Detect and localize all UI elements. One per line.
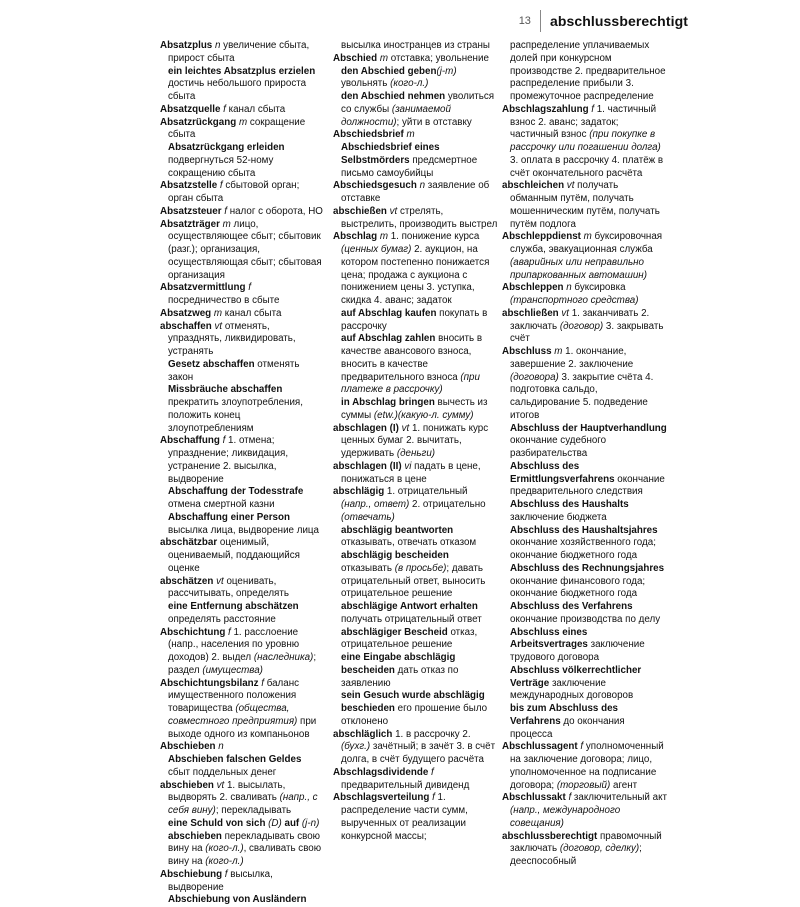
headword: Abschluss des Rechnungsjahres bbox=[510, 562, 665, 574]
dictionary-entry bbox=[502, 231, 667, 282]
grammar-label: f bbox=[222, 868, 231, 880]
dictionary-entry bbox=[333, 461, 498, 487]
translation: высылка лица, выдворение лица bbox=[168, 524, 319, 536]
dictionary-subentry bbox=[160, 486, 325, 512]
translation: уволиться со службы bbox=[341, 91, 495, 115]
dictionary-subentry bbox=[333, 91, 498, 129]
dictionary-subentry bbox=[502, 40, 667, 104]
translation: предварительный дивиденд bbox=[341, 779, 470, 791]
dictionary-entry bbox=[160, 576, 325, 602]
translation: ; дееспособный bbox=[510, 843, 642, 867]
translation: предсмертное письмо самоубийцы bbox=[341, 154, 478, 179]
translation: дать отказ по заявлению bbox=[341, 664, 459, 689]
gloss-note: (торговый) bbox=[556, 779, 611, 791]
translation: канал сбыта bbox=[224, 307, 282, 319]
translation: отмена смертной казни bbox=[168, 499, 275, 510]
translation: окончание предварительного следствия bbox=[510, 473, 665, 498]
dictionary-entry bbox=[333, 231, 498, 308]
gloss-note: (в просьбе) bbox=[394, 562, 447, 574]
dictionary-entry bbox=[160, 741, 325, 754]
headword: abschieben bbox=[168, 830, 222, 842]
translation: 2. отрицательно bbox=[409, 499, 486, 510]
translation: получать отрицательный ответ bbox=[341, 613, 482, 625]
dictionary-subentry bbox=[160, 66, 325, 104]
translation: 1. в рассрочку 2. bbox=[392, 728, 471, 740]
page-header bbox=[519, 6, 688, 36]
grammar-label: f bbox=[428, 766, 434, 778]
headword: Absatzquelle bbox=[160, 103, 221, 115]
dictionary-entry bbox=[502, 308, 667, 346]
grammar-label: vt bbox=[564, 180, 578, 192]
dictionary-entry bbox=[502, 104, 667, 181]
dictionary-subentry bbox=[160, 359, 325, 385]
translation: , сваливать свою вину на bbox=[168, 843, 322, 867]
grammar-label: f bbox=[565, 792, 574, 804]
gloss-note: (договор) bbox=[559, 320, 604, 332]
translation: оценивать, рассчитывать, определять bbox=[168, 575, 289, 600]
translation: сокращение сбыта bbox=[168, 116, 306, 141]
headword: Abschlussakt bbox=[502, 792, 566, 804]
dictionary-subentry bbox=[502, 423, 667, 461]
gloss-note: (отвечать) bbox=[341, 511, 395, 523]
headword: Abschiebung bbox=[160, 868, 223, 880]
headword: Abschlagszahlung bbox=[502, 103, 589, 115]
dictionary-subentry bbox=[502, 627, 667, 665]
headword: Abschluss des Ermittlungsverfahrens bbox=[510, 460, 615, 485]
dictionary-subentry bbox=[502, 665, 667, 703]
grammar-label: m bbox=[377, 231, 391, 243]
dictionary-subentry bbox=[333, 308, 498, 334]
translation: окончание производства по делу bbox=[510, 613, 661, 625]
translation: подвергнуться 52-ному сокращению сбыта bbox=[168, 154, 274, 179]
translation: 1. высылать, выдворять 2. сваливать bbox=[168, 779, 286, 804]
headword: sein Gesuch wurde abschlägig beschieden bbox=[341, 690, 485, 714]
headword: eine Entfernung abschätzen bbox=[168, 601, 299, 612]
headword: ein leichtes Absatzplus erzielen bbox=[168, 65, 316, 77]
dictionary-entry bbox=[502, 792, 667, 830]
headword: abschätzen bbox=[160, 575, 214, 587]
translation: определять расстояние bbox=[168, 613, 276, 625]
translation: увеличение сбыта, прирост сбыта bbox=[168, 40, 310, 64]
grammar-label: m bbox=[377, 52, 391, 64]
headword: Abschluss eines Arbeitsvertrages bbox=[510, 626, 588, 651]
running-head: abschlussberechtigt bbox=[549, 13, 688, 29]
grammar-label: vt bbox=[398, 422, 412, 434]
gloss-note: (кого-л.) bbox=[390, 78, 429, 90]
translation: 3. закрывать счёт bbox=[510, 320, 664, 345]
translation: стрелять, выстрелить, производить выстрел bbox=[341, 205, 498, 230]
dictionary-entry bbox=[160, 780, 325, 818]
dictionary-entry bbox=[502, 346, 667, 423]
headword: Absatzplus bbox=[160, 40, 213, 51]
grammar-label: m bbox=[211, 307, 225, 319]
headword: Abschluss völkerrechtlicher Verträge bbox=[510, 664, 642, 689]
translation: при выходе одного из компаньонов bbox=[168, 715, 317, 740]
grammar-label: vt bbox=[211, 320, 225, 332]
translation: буксировочная служба, эвакуационная служба bbox=[510, 231, 663, 255]
gloss-note: (аварийных или неправильно припаркованных автомашин) bbox=[510, 256, 647, 281]
headword: Abschaffung bbox=[160, 435, 220, 447]
headword: Abschaffung einer Person bbox=[168, 511, 290, 523]
headword: in Abschlag bringen bbox=[341, 397, 435, 408]
headword: Abschluss bbox=[502, 346, 552, 357]
translation: высылка иностранцев из страны bbox=[341, 40, 490, 51]
dictionary-entry bbox=[502, 282, 667, 308]
headword: den Abschied nehmen bbox=[341, 91, 446, 102]
headword: abschaffen bbox=[160, 320, 212, 332]
dictionary-subentry bbox=[502, 601, 667, 627]
translation: покупать в рассрочку bbox=[341, 307, 488, 332]
translation: 1. заканчивать 2. заключать bbox=[510, 307, 650, 332]
headword: abschlagen (II) bbox=[333, 460, 402, 472]
headword: Abschieben bbox=[160, 741, 216, 753]
translation: 2. аукцион, на котором постепенно понижается цена; продажа с аукциона с понижением цены 3. уступка, скидка 4. аванс; задаток bbox=[341, 244, 490, 306]
grammar-label: m bbox=[580, 231, 595, 243]
headword: Abschiedsgesuch bbox=[333, 180, 417, 192]
translation: падать в цене, понижаться в цене bbox=[341, 460, 481, 485]
translation: заявление об отставке bbox=[341, 180, 490, 204]
headword: Abschlagsdividende bbox=[333, 766, 429, 778]
dictionary-entry bbox=[160, 40, 325, 66]
headword: Abschleppen bbox=[502, 282, 564, 294]
dictionary-entry bbox=[333, 486, 498, 524]
translation: сбытовой орган; орган сбыта bbox=[168, 180, 300, 204]
grammar-label: m bbox=[551, 346, 566, 357]
translation: получать обманным путём, получать мошенническим путём, получать путём подлога bbox=[510, 180, 660, 230]
headword: abschießen bbox=[333, 205, 387, 217]
translation: заключительный акт bbox=[573, 792, 667, 804]
translation: ; давать отрицательный ответ, выносить отрицательное решение bbox=[341, 562, 486, 600]
grammar-label: f bbox=[577, 741, 586, 753]
grammar-label: f bbox=[221, 205, 230, 217]
headword: Missbräuche abschaffen bbox=[168, 384, 283, 396]
gloss-note: (кого-л.) bbox=[205, 856, 244, 867]
gloss-note: (j-m) bbox=[436, 65, 457, 77]
translation: 1. расслоение (напр., населения по уровню доходов) 2. выдел bbox=[168, 626, 300, 663]
headword: Absatzsteuer bbox=[160, 205, 222, 217]
headword: Absatzstelle bbox=[160, 180, 218, 192]
translation: 1. понижение курса bbox=[390, 231, 480, 243]
dictionary-entry bbox=[502, 180, 667, 231]
headword: Abschiedsbrief eines Selbstmörders bbox=[341, 142, 440, 166]
grammar-label: f bbox=[220, 103, 229, 115]
gloss-note: (договора) bbox=[510, 371, 559, 383]
headword: auf Abschlag zahlen bbox=[341, 333, 436, 345]
dictionary-subentry bbox=[160, 601, 325, 627]
grammar-label: n bbox=[563, 282, 575, 294]
dictionary-entry bbox=[160, 869, 325, 895]
dictionary-subentry bbox=[333, 601, 498, 627]
dictionary-entry bbox=[160, 206, 325, 219]
dictionary-entry bbox=[502, 831, 667, 869]
grammar-label: vt bbox=[386, 205, 400, 217]
translation: 1. понижать курс ценных бумаг 2. вычитать, удерживать bbox=[341, 422, 489, 459]
translation: вносить в качестве авансового взноса, вносить в качестве предварительного взноса bbox=[341, 333, 483, 383]
gloss-note: (напр., ответ) bbox=[341, 499, 410, 510]
headword: Abschichtung bbox=[160, 626, 226, 638]
headword: Abschied bbox=[333, 52, 378, 64]
translation: 1. отрицательный bbox=[384, 486, 468, 498]
translation: отказывать bbox=[341, 562, 395, 574]
headword: abschlägig bbox=[333, 486, 385, 498]
gloss-note: (занимаемой должности) bbox=[341, 103, 451, 128]
gloss-note: (общества, совместного предприятия) bbox=[168, 703, 298, 727]
dictionary-entry bbox=[160, 104, 325, 117]
translation: отказ, отрицательное решение bbox=[341, 626, 478, 651]
dictionary-entry bbox=[160, 180, 325, 206]
header-divider bbox=[540, 10, 541, 32]
translation: увольнять bbox=[341, 78, 391, 90]
headword: Absatzrückgang erleiden bbox=[168, 142, 285, 153]
translation: 1. частичный взнос 2. аванс; задаток; частичный взнос bbox=[510, 103, 657, 141]
dictionary-subentry bbox=[502, 525, 667, 563]
dictionary-subentry bbox=[160, 818, 325, 869]
dictionary-subentry bbox=[160, 512, 325, 538]
grammar-label: n bbox=[416, 180, 428, 192]
translation: окончание хозяйственного года; окончание бюджетного года bbox=[510, 537, 656, 561]
headword: abschieben bbox=[160, 779, 214, 791]
grammar-label: f bbox=[245, 282, 251, 294]
dictionary-entry bbox=[160, 435, 325, 486]
page-number: 13 bbox=[518, 15, 531, 27]
translation: 1. окончание, завершение 2. заключение bbox=[510, 346, 634, 370]
translation: заключение бюджета bbox=[510, 511, 607, 523]
column-2 bbox=[333, 40, 498, 843]
translation: баланс имущественного положения товарищества bbox=[168, 677, 300, 714]
headword: abschließen bbox=[502, 307, 559, 319]
translation: буксировка bbox=[574, 282, 626, 294]
headword: Abschlussagent bbox=[502, 741, 578, 753]
translation: отменять, упразднять, ликвидировать, устранять bbox=[168, 320, 296, 357]
dictionary-subentry bbox=[333, 40, 498, 53]
grammar-label: m bbox=[219, 218, 234, 230]
translation: сбыт поддельных денег bbox=[168, 766, 277, 778]
translation: отказывать, отвечать отказом bbox=[341, 537, 477, 549]
headword: auf Abschlag kaufen bbox=[341, 307, 437, 319]
headword: abschlägig beantworten bbox=[341, 524, 454, 536]
headword: abschlagen (I) bbox=[333, 422, 399, 434]
translation: 3. закрытие счёта 4. подготовка сальдо, сальдирование 5. подведение итогов bbox=[510, 371, 654, 421]
translation: канал сбыта bbox=[228, 103, 286, 115]
translation: агент bbox=[610, 779, 638, 791]
translation: окончание финансового года; окончание бюджетного года bbox=[510, 575, 646, 600]
grammar-label: f bbox=[258, 677, 267, 689]
dictionary-subentry bbox=[333, 652, 498, 690]
headword: abschleichen bbox=[502, 180, 565, 192]
dictionary-subentry bbox=[502, 499, 667, 525]
translation: отменять закон bbox=[168, 358, 300, 383]
dictionary-entry bbox=[333, 129, 498, 142]
headword: auf bbox=[284, 817, 300, 829]
translation: 1. отмена; упразднение; ликвидация, устранение 2. высылка, выдворение bbox=[168, 435, 289, 485]
dictionary-entry bbox=[333, 180, 498, 206]
dictionary-entry bbox=[502, 741, 667, 792]
headword: Abschluss der Hauptverhandlung bbox=[510, 422, 667, 434]
grammar-label: vt bbox=[213, 779, 227, 791]
gloss-note: (деньги) bbox=[396, 448, 436, 459]
dictionary-entry bbox=[333, 206, 498, 232]
headword: abschlägig bescheiden bbox=[341, 550, 449, 561]
dictionary-subentry bbox=[160, 754, 325, 780]
translation: вычесть из суммы bbox=[341, 397, 488, 421]
translation: до окончания процесса bbox=[510, 715, 625, 740]
dictionary-subentry bbox=[333, 333, 498, 397]
headword: Absatzweg bbox=[160, 307, 212, 319]
dictionary-subentry bbox=[333, 525, 498, 551]
translation: окончание судебного разбирательства bbox=[510, 435, 607, 459]
translation: высылка, выдворение bbox=[168, 868, 273, 893]
gloss-note: (какую-л. сумму) bbox=[397, 409, 474, 421]
dictionary-subentry bbox=[333, 550, 498, 601]
grammar-label: f bbox=[429, 792, 438, 804]
translation: посредничество в сбыте bbox=[168, 295, 280, 306]
headword: abschläglich bbox=[333, 728, 393, 740]
grammar-label: f bbox=[219, 435, 229, 447]
translation: заключение трудового договора bbox=[510, 639, 645, 663]
gloss-note: (договор, сделку) bbox=[559, 843, 640, 855]
headword: Abschluss des Haushalts bbox=[510, 499, 629, 510]
gloss-note: (j-n) bbox=[299, 817, 320, 829]
dictionary-entry bbox=[333, 767, 498, 793]
headword: Abschichtungsbilanz bbox=[160, 677, 259, 689]
dictionary-entry bbox=[160, 308, 325, 321]
translation: ; раздел bbox=[168, 652, 317, 676]
grammar-label: n bbox=[215, 741, 224, 753]
gloss-note: (ценных бумаг) bbox=[341, 244, 412, 255]
grammar-label: f bbox=[588, 103, 597, 115]
headword: abschätzbar bbox=[160, 537, 218, 549]
dictionary-entry bbox=[160, 537, 325, 575]
dictionary-subentry bbox=[160, 142, 325, 180]
dictionary-entry bbox=[160, 627, 325, 678]
headword: Abschluss des Haushaltsjahres bbox=[510, 524, 658, 536]
dictionary-entry bbox=[333, 423, 498, 461]
grammar-label: vi bbox=[401, 460, 415, 472]
headword: abschlussberechtigt bbox=[502, 830, 598, 842]
grammar-label: m bbox=[236, 116, 250, 128]
dictionary-subentry bbox=[333, 627, 498, 653]
dictionary-entry bbox=[160, 282, 325, 308]
headword: Abschiebung von Ausländern bbox=[168, 894, 307, 906]
dictionary-subentry bbox=[502, 703, 667, 741]
gloss-note: (при покупке в рассрочку или погашении долга) bbox=[510, 129, 661, 153]
dictionary-subentry bbox=[160, 894, 325, 907]
translation: распределение уплачиваемых долей при конкурсном производстве 2. предварительное распределение прибыли 3. промежуточное распределение bbox=[510, 40, 666, 102]
gloss-note: (при платеже в рассрочку) bbox=[341, 371, 480, 396]
translation: ; уйти в отставку bbox=[396, 116, 472, 128]
headword: Abschiedsbrief bbox=[333, 129, 404, 141]
translation: лицо, осуществляющее сбыт; сбытовик (разг.); организация, осуществляющая сбыт; сбытовая организация bbox=[168, 218, 322, 281]
grammar-label: f bbox=[225, 626, 234, 638]
grammar-label: m bbox=[403, 129, 415, 141]
gloss-note: (бухг.) bbox=[341, 741, 371, 753]
translation: зачётный; в зачёт 3. в счёт долга, в счёт будущего расчёта bbox=[341, 741, 496, 765]
dictionary-entry bbox=[160, 117, 325, 143]
translation: перекладывать свою вину на bbox=[168, 830, 321, 855]
dictionary-entry bbox=[160, 219, 325, 283]
translation: ; перекладывать bbox=[215, 805, 292, 816]
grammar-label: vt bbox=[558, 307, 572, 319]
gloss-note: (кого-л.) bbox=[205, 843, 244, 855]
dictionary-entry bbox=[160, 678, 325, 742]
dictionary-subentry bbox=[333, 690, 498, 728]
dictionary-subentry bbox=[502, 563, 667, 601]
dictionary-subentry bbox=[333, 142, 498, 180]
headword: eine Schuld von sich bbox=[168, 817, 266, 829]
headword: eine Eingabe abschlägig bescheiden bbox=[341, 652, 456, 676]
headword: den Abschied geben bbox=[341, 65, 437, 77]
dictionary-entry bbox=[333, 729, 498, 767]
gloss-note: (напр., международного совещания) bbox=[510, 805, 621, 829]
headword: Abschleppdienst bbox=[502, 231, 581, 243]
column-1 bbox=[160, 40, 325, 907]
translation: уполномоченный на заключение договора; лицо, уполномоченное на подписание договора; bbox=[510, 741, 664, 791]
translation: 3. оплата в рассрочку 4. платёж в счёт окончательного расчёта bbox=[510, 154, 664, 179]
headword: abschlägiger Bescheid bbox=[341, 626, 448, 638]
translation: правомочный заключать bbox=[510, 830, 662, 855]
headword: bis zum Abschluss des Verfahrens bbox=[510, 703, 618, 727]
translation: прекратить злоупотребления, положить конец злоупотреблениям bbox=[168, 397, 303, 434]
gloss-note: (транспортного средства) bbox=[510, 295, 639, 306]
headword: Abschlag bbox=[333, 231, 378, 243]
grammar-label: (D) bbox=[265, 817, 285, 829]
translation: отставка; увольнение bbox=[390, 52, 489, 64]
headword: abschlägige Antwort erhalten bbox=[341, 601, 478, 612]
dictionary-entry bbox=[160, 321, 325, 359]
gloss-note: (напр., с себя вину) bbox=[168, 792, 318, 816]
headword: Abschlagsverteilung bbox=[333, 792, 430, 804]
grammar-label: f bbox=[217, 180, 226, 192]
translation: 1. распределение части сумм, вырученных от реализации конкурсной массы; bbox=[341, 792, 468, 842]
headword: Abschieben falschen Geldes bbox=[168, 754, 302, 765]
headword: Absatzvermittlung bbox=[160, 282, 246, 294]
translation: налог с оборота, НО bbox=[229, 205, 323, 217]
column-3 bbox=[502, 40, 667, 869]
dictionary-subentry bbox=[333, 397, 498, 423]
headword: Gesetz abschaffen bbox=[168, 358, 255, 370]
dictionary-subentry bbox=[160, 384, 325, 435]
headword: Abschaffung der Todesstrafe bbox=[168, 486, 304, 498]
gloss-note: (наследника) bbox=[253, 652, 314, 663]
headword: Absatzrückgang bbox=[160, 116, 237, 128]
grammar-label: n bbox=[212, 40, 224, 51]
gloss-note: (имущества) bbox=[202, 664, 263, 676]
translation: его прошение было отклонено bbox=[341, 703, 488, 727]
dictionary-subentry bbox=[502, 461, 667, 499]
headword: Absatzträger bbox=[160, 218, 220, 230]
gloss-note: (etw.) bbox=[373, 409, 398, 421]
translation: оценимый, оцениваемый, поддающийся оценке bbox=[168, 537, 300, 574]
grammar-label: vt bbox=[213, 575, 227, 587]
headword: Abschluss des Verfahrens bbox=[510, 601, 633, 612]
dictionary-entry bbox=[333, 53, 498, 91]
translation: достичь небольшого прироста сбыта bbox=[168, 78, 307, 102]
translation: заключение международных договоров bbox=[510, 677, 634, 702]
